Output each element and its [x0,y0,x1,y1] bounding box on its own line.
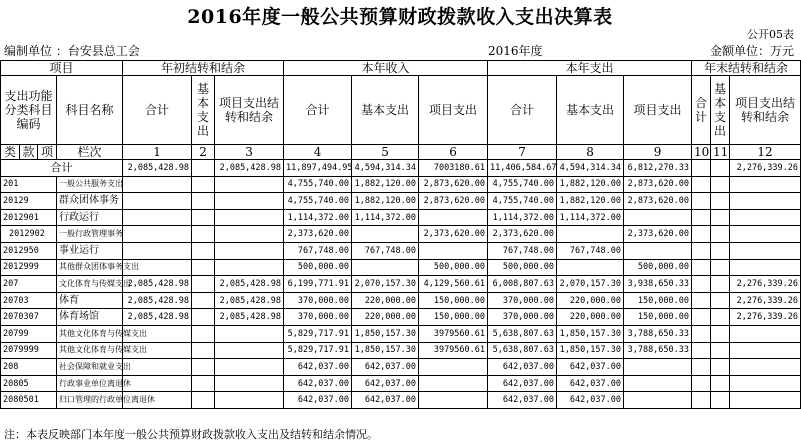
org-label: 编制单位 ：台安县总工会 [4,44,140,58]
row-name: 一般公共服务支出 [57,176,123,193]
row-income-basic [352,259,419,276]
table-row [1,176,801,193]
row-code: 2070307 [1,309,57,326]
year-label: 2016年度 [488,44,543,58]
row-begin-total [123,226,192,243]
total-c8: 4,594,314.34 [557,160,624,177]
row-income-project: 2,873,620.00 [419,176,488,193]
col-number: 4 [284,145,352,160]
row-name: 归口管理的行政单位离退休 [57,392,123,409]
header-item-name: 科目名称 [57,76,123,145]
row-end-project [730,242,801,259]
total-c6: 7003180.61 [419,160,488,177]
row-code: 2079999 [1,342,57,359]
row-expense-basic: 2,070,157.30 [557,276,624,293]
total-c5: 4,594,314.34 [352,160,419,177]
row-end-total [692,242,711,259]
col-number: 6 [419,145,488,160]
table-row [1,309,801,326]
row-income-total: 370,000.00 [284,309,352,326]
row-code: 20703 [1,292,57,309]
col-number: 8 [557,145,624,160]
total-c10 [692,160,711,177]
col-number: 12 [730,145,801,160]
header-end: 年末结转和结余 [692,61,801,76]
row-begin-project [215,193,284,210]
row-expense-basic: 1,882,120.00 [557,176,624,193]
table-row [1,259,801,276]
row-end-basic [711,176,730,193]
row-expense-project: 2,873,620.00 [624,176,692,193]
row-code: 20805 [1,375,57,392]
row-income-project [419,209,488,226]
row-name: 群众团体事务 [57,193,123,210]
header-begin-total: 合计 [123,76,192,145]
row-end-total [692,309,711,326]
row-begin-total: 2,085,428.98 [123,309,192,326]
header-expense-total: 合计 [488,76,557,145]
row-name: 行政事业单位离退休 [57,375,123,392]
row-income-total: 1,114,372.00 [284,209,352,226]
row-expense-project [624,392,692,409]
header-col-seq: 栏次 [57,145,123,160]
row-income-basic: 767,748.00 [352,242,419,259]
row-end-basic [711,359,730,376]
row-expense-basic: 767,748.00 [557,242,624,259]
row-begin-total: 2,085,428.98 [123,276,192,293]
col-number: 5 [352,145,419,160]
header-income-total: 合计 [284,76,352,145]
table-row [1,325,801,342]
header-func-code: 支出功能分类科目编码 [1,76,57,145]
row-begin-project [215,342,284,359]
row-name: 一般行政管理事务 [57,226,123,243]
row-end-project [730,259,801,276]
row-expense-total: 2,373,620.00 [488,226,557,243]
row-expense-project: 2,873,620.00 [624,193,692,210]
row-expense-total: 642,037.00 [488,375,557,392]
row-expense-project: 3,788,650.33 [624,342,692,359]
row-expense-basic: 642,037.00 [557,375,624,392]
row-begin-project [215,325,284,342]
total-c11 [711,160,730,177]
row-end-total [692,342,711,359]
row-end-total [692,176,711,193]
row-expense-total: 4,755,740.00 [488,193,557,210]
table-row [1,359,801,376]
row-end-project: 2,276,339.26 [730,276,801,293]
row-end-total [692,359,711,376]
row-expense-total: 642,037.00 [488,392,557,409]
row-expense-basic [557,226,624,243]
row-begin-basic [192,226,215,243]
header-begin: 年初结转和结余 [123,61,284,76]
row-expense-total: 1,114,372.00 [488,209,557,226]
row-expense-total: 500,000.00 [488,259,557,276]
row-expense-basic [557,259,624,276]
header-end-basic: 基本支出 [711,76,730,145]
total-c9: 6,812,270.33 [624,160,692,177]
col-number: 9 [624,145,692,160]
row-income-project: 150,000.00 [419,292,488,309]
header-begin-project: 项目支出结转和结余 [215,76,284,145]
row-expense-total: 642,037.00 [488,359,557,376]
row-end-total [692,276,711,293]
total-c4: 11,897,494.95 [284,160,352,177]
row-begin-project [215,176,284,193]
row-name: 行政运行 [57,209,123,226]
row-begin-basic [192,242,215,259]
row-begin-total [123,193,192,210]
row-begin-basic [192,276,215,293]
row-code: 2012901 [1,209,57,226]
total-c1: 2,085,428.98 [123,160,192,177]
row-income-project: 3979560.61 [419,342,488,359]
row-end-basic [711,226,730,243]
row-begin-basic [192,359,215,376]
row-begin-basic [192,193,215,210]
row-income-total: 767,748.00 [284,242,352,259]
row-expense-basic: 1,850,157.30 [557,342,624,359]
table-row [1,276,801,293]
row-begin-total [123,242,192,259]
row-name: 社会保障和就业支出 [57,359,123,376]
row-expense-project: 3,938,650.33 [624,276,692,293]
row-expense-project [624,209,692,226]
row-expense-basic: 220,000.00 [557,309,624,326]
budget-table [0,60,801,409]
row-expense-total: 4,755,740.00 [488,176,557,193]
header-lei: 类 [1,145,20,160]
row-expense-basic: 1,114,372.00 [557,209,624,226]
row-end-project: 2,276,339.26 [730,309,801,326]
row-begin-project [215,259,284,276]
row-begin-basic [192,342,215,359]
header-kuan: 款 [20,145,38,160]
table-row-total [1,160,801,177]
row-code: 20129 [1,193,57,210]
row-income-basic: 220,000.00 [352,309,419,326]
row-end-project: 2,276,339.26 [730,292,801,309]
col-number: 11 [711,145,730,160]
row-income-total: 642,037.00 [284,359,352,376]
table-row [1,193,801,210]
row-end-total [692,292,711,309]
row-end-total [692,209,711,226]
row-end-basic [711,375,730,392]
row-name: 其他文化体育与传媒支出 [57,325,123,342]
row-expense-project: 150,000.00 [624,292,692,309]
row-begin-project [215,375,284,392]
row-income-project: 500,000.00 [419,259,488,276]
row-expense-total: 767,748.00 [488,242,557,259]
row-expense-project: 500,000.00 [624,259,692,276]
row-code: 2080501 [1,392,57,409]
row-end-project [730,392,801,409]
row-end-project [730,359,801,376]
header-expense-project: 项目支出 [624,76,692,145]
row-expense-basic: 642,037.00 [557,359,624,376]
row-income-basic: 220,000.00 [352,292,419,309]
row-begin-basic [192,292,215,309]
row-income-basic: 2,070,157.30 [352,276,419,293]
row-expense-project [624,242,692,259]
row-expense-project: 150,000.00 [624,309,692,326]
total-c12: 2,276,339.26 [730,160,801,177]
col-number: 7 [488,145,557,160]
row-income-total: 370,000.00 [284,292,352,309]
row-begin-basic [192,209,215,226]
row-name: 其他文化体育与传媒支出 [57,342,123,359]
row-income-basic: 1,114,372.00 [352,209,419,226]
row-income-project [419,375,488,392]
row-code: 208 [1,359,57,376]
footnote: 注：本表反映部门本年度一般公共预算财政拨款收入支出及结转和结余情况。 [4,428,378,441]
row-begin-total: 2,085,428.98 [123,292,192,309]
row-name: 体育 [57,292,123,309]
row-end-basic [711,276,730,293]
row-begin-basic [192,176,215,193]
row-income-basic: 642,037.00 [352,359,419,376]
row-expense-project [624,359,692,376]
total-c2 [192,160,215,177]
table-row [1,392,801,409]
row-expense-total: 370,000.00 [488,292,557,309]
row-expense-project [624,375,692,392]
row-begin-basic [192,325,215,342]
row-end-project [730,375,801,392]
row-begin-project: 2,085,428.98 [215,276,284,293]
header-income-project: 项目支出 [419,76,488,145]
row-expense-total: 6,008,807.63 [488,276,557,293]
row-end-basic [711,292,730,309]
row-income-project: 2,373,620.00 [419,226,488,243]
row-income-project: 4,129,560.61 [419,276,488,293]
row-end-basic [711,309,730,326]
header-expense: 本年支出 [488,61,692,76]
row-income-basic [352,226,419,243]
row-begin-basic [192,309,215,326]
row-code: 20799 [1,325,57,342]
row-end-project [730,193,801,210]
row-name: 文化体育与传媒支出 [57,276,123,293]
total-label: 合计 [1,160,123,177]
row-end-total [692,226,711,243]
row-end-total [692,259,711,276]
row-begin-project [215,392,284,409]
row-end-total [692,193,711,210]
header-end-project: 项目支出结转和结余 [730,76,801,145]
col-number: 10 [692,145,711,160]
row-begin-total [123,375,192,392]
row-income-basic: 642,037.00 [352,375,419,392]
header-expense-basic: 基本支出 [557,76,624,145]
col-number: 3 [215,145,284,160]
row-end-total [692,375,711,392]
row-end-total [692,392,711,409]
table-row [1,242,801,259]
header-item: 项目 [1,61,123,76]
row-begin-project [215,359,284,376]
row-income-project: 3979560.61 [419,325,488,342]
row-name: 其他群众团体事务支出 [57,259,123,276]
total-c7: 11,406,584.67 [488,160,557,177]
row-begin-total [123,176,192,193]
row-begin-project [215,242,284,259]
row-begin-project [215,226,284,243]
row-income-total: 4,755,740.00 [284,193,352,210]
row-code: 201 [1,176,57,193]
row-begin-basic [192,259,215,276]
row-end-basic [711,342,730,359]
row-end-project [730,176,801,193]
row-income-total: 500,000.00 [284,259,352,276]
row-end-basic [711,193,730,210]
header-begin-basic: 基本支出 [192,76,215,145]
total-c3: 2,085,428.98 [215,160,284,177]
row-expense-basic: 1,882,120.00 [557,193,624,210]
row-begin-total [123,209,192,226]
row-name: 事业运行 [57,242,123,259]
row-begin-basic [192,375,215,392]
header-income-basic: 基本支出 [352,76,419,145]
row-income-project [419,242,488,259]
row-end-total [692,325,711,342]
row-income-total: 642,037.00 [284,375,352,392]
report-title: 2016年度一般公共预算财政拨款收入支出决算表 [187,6,613,28]
col-number: 2 [192,145,215,160]
row-income-basic: 1,882,120.00 [352,176,419,193]
header-income: 本年收入 [284,61,488,76]
row-income-project: 2,873,620.00 [419,193,488,210]
row-income-total: 4,755,740.00 [284,176,352,193]
row-expense-project: 2,373,620.00 [624,226,692,243]
row-begin-project: 2,085,428.98 [215,309,284,326]
table-row [1,226,801,243]
row-income-project [419,392,488,409]
row-income-basic: 1,882,120.00 [352,193,419,210]
col-number: 1 [123,145,192,160]
row-income-total: 5,829,717.91 [284,342,352,359]
header-xiang: 项 [38,145,57,160]
form-number: 公开05表 [747,28,794,41]
row-expense-total: 370,000.00 [488,309,557,326]
row-expense-basic: 642,037.00 [557,392,624,409]
row-end-basic [711,392,730,409]
table-row [1,292,801,309]
row-end-basic [711,242,730,259]
row-expense-total: 5,638,807.63 [488,325,557,342]
row-code: 2012999 [1,259,57,276]
row-end-project [730,342,801,359]
row-end-project [730,226,801,243]
row-income-total: 642,037.00 [284,392,352,409]
row-code: 2012950 [1,242,57,259]
row-end-project [730,325,801,342]
row-income-total: 5,829,717.91 [284,325,352,342]
row-begin-basic [192,392,215,409]
row-expense-basic: 220,000.00 [557,292,624,309]
row-income-basic: 1,850,157.30 [352,342,419,359]
row-expense-basic: 1,850,157.30 [557,325,624,342]
row-expense-project: 3,788,650.33 [624,325,692,342]
row-income-project [419,359,488,376]
row-code: 207 [1,276,57,293]
row-income-project: 150,000.00 [419,309,488,326]
row-end-basic [711,209,730,226]
row-income-basic: 642,037.00 [352,392,419,409]
table-row [1,209,801,226]
row-end-basic [711,259,730,276]
row-end-basic [711,325,730,342]
row-income-basic: 1,850,157.30 [352,325,419,342]
row-name: 体育场馆 [57,309,123,326]
header-end-total: 合计 [692,76,711,145]
row-begin-project: 2,085,428.98 [215,292,284,309]
row-end-project [730,209,801,226]
table-row [1,342,801,359]
row-expense-total: 5,638,807.63 [488,342,557,359]
unit-label: 金额单位：万元 [709,44,794,58]
table-row [1,375,801,392]
row-income-total: 2,373,620.00 [284,226,352,243]
row-income-total: 6,199,771.91 [284,276,352,293]
row-code: 2012902 [1,226,57,243]
row-begin-project [215,209,284,226]
row-begin-total [123,359,192,376]
